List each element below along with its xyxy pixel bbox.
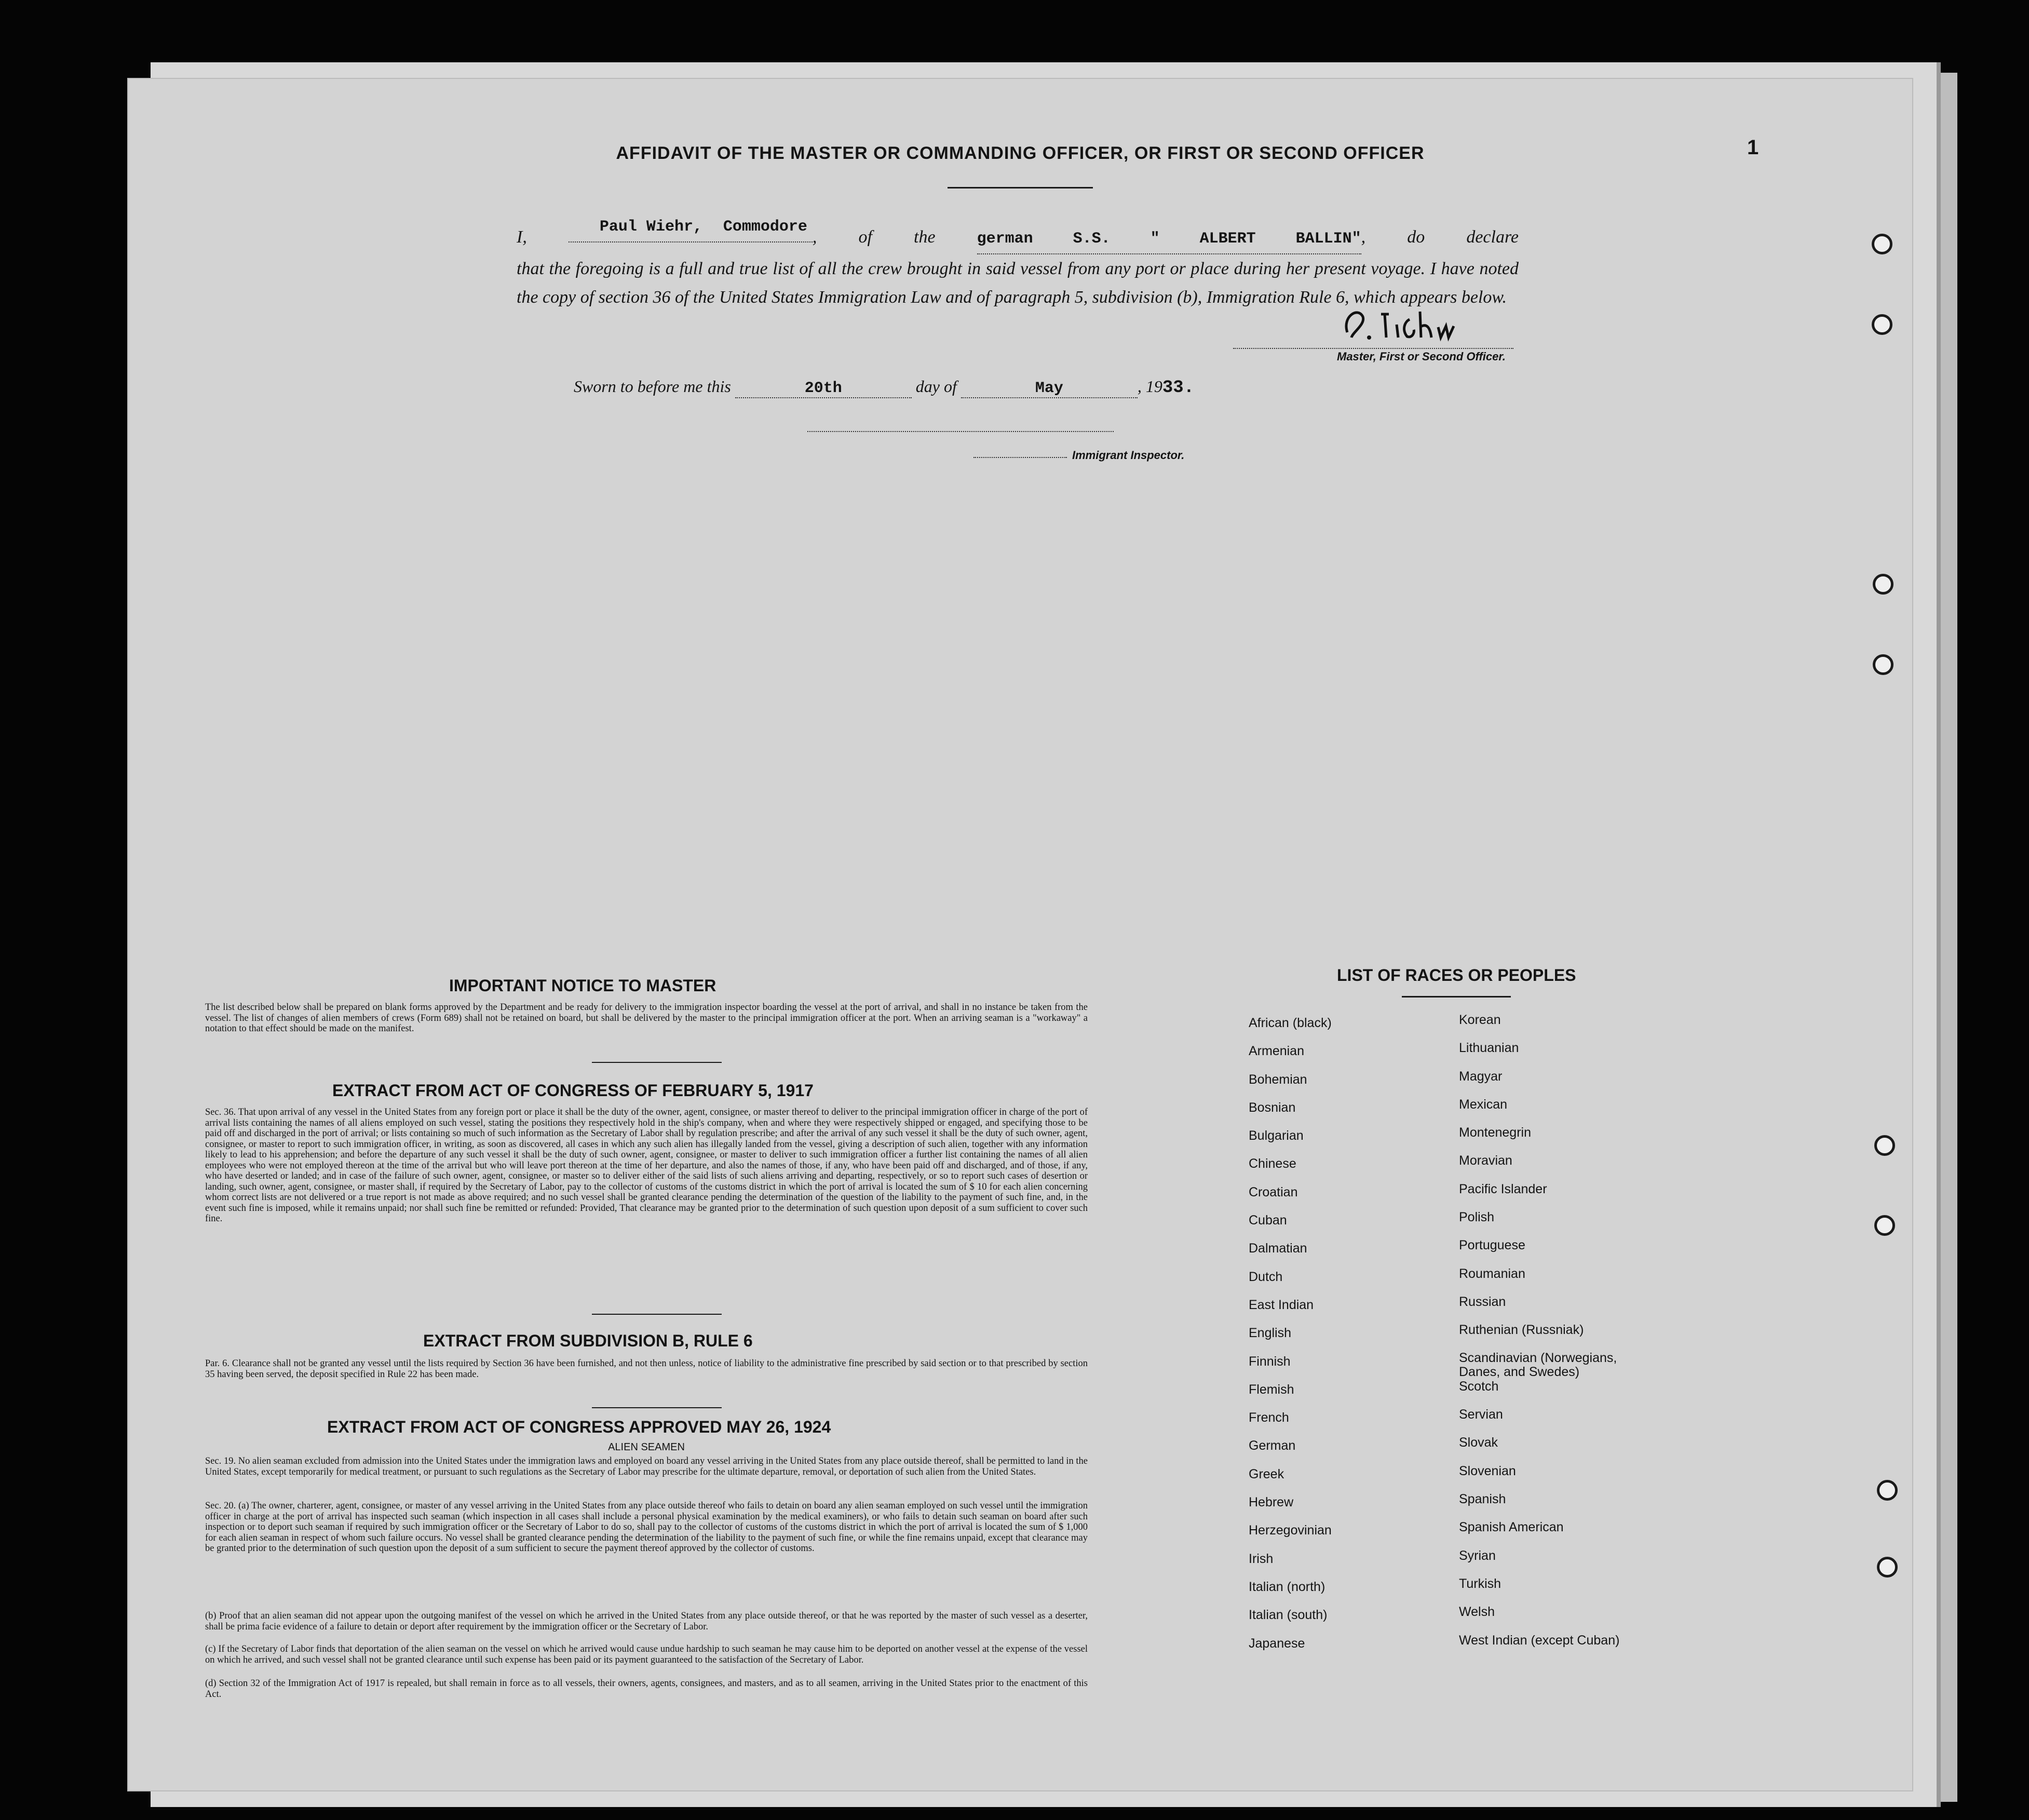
rule6-text: Par. 6. Clearance shall not be granted any vessel until the lists required by Section 36 have been furnished, and not then unless, notice of liability to the administrative fine prescribed by said section or to that prescribed by section 35 having been served, the deposit specified in Rule 22 has been made. xyxy=(205,1358,1088,1380)
extract-1917-rule xyxy=(592,1314,722,1315)
affidavit-of-the: , of the xyxy=(812,227,936,247)
race-item: West Indian (except Cuban) xyxy=(1459,1633,1620,1648)
extract-1924-sec20c: (c) If the Secretary of Labor finds that deportation of the alien seaman on the vessel on which he arrived would cause undue hardship to such seaman he may cause him to be deported on another vessel at the expense of the vessel on which he arrived, and such vessel shall not be granted clearance until such expense has been paid or its payment guaranteed to the satisfaction of the Secretary of Labor. xyxy=(205,1644,1088,1665)
race-item: Irish xyxy=(1249,1551,1274,1566)
race-item: Hebrew xyxy=(1249,1495,1294,1510)
race-item: Roumanian xyxy=(1459,1266,1525,1281)
race-item: Croatian xyxy=(1249,1184,1298,1199)
extract-1924-sec19: Sec. 19. No alien seaman excluded from admission into the United States under the immigration laws and employed on board any vessel arriving in the United States from any place outside thereof, shall be permitted to land in the United States, except temporarily for medical treatment, or pursuant to such regulations as the Secretary of Labor may prescribe for the ultimate departure, removal, or deportation of such alien from the United States. xyxy=(205,1456,1088,1477)
race-item: French xyxy=(1249,1410,1289,1425)
extract-1917-heading: EXTRACT FROM ACT OF CONGRESS OF FEBRUARY 5, 1917 xyxy=(332,1081,814,1100)
extract-1924-sec20b: (b) Proof that an alien seaman did not appear upon the outgoing manifest of the vessel on which he arrived in the United States from any place outside thereof, or that he was reported by the master of such vessel as a deserter, shall be prima facie evidence of a failure to detain or deport after requirement by the immigration officer or the Secretary of Labor. xyxy=(205,1611,1088,1632)
race-item: African (black) xyxy=(1249,1016,1332,1030)
race-item: Pacific Islander xyxy=(1459,1181,1547,1196)
extract-1924-sec20d: (d) Section 32 of the Immigration Act of 1917 is repealed, but shall remain in force as to all vessels, their owners, agents, consignees, and masters, and as to all seamen, arriving in the United States prior to the enactment of this Act. xyxy=(205,1678,1088,1700)
signature-image xyxy=(1337,301,1493,348)
extract-1924-heading: EXTRACT FROM ACT OF CONGRESS APPROVED MAY 26, 1924 xyxy=(327,1418,831,1436)
affidavit-declare: , do declare xyxy=(1361,227,1519,247)
sworn-month: May xyxy=(1035,380,1063,397)
race-item: Syrian xyxy=(1459,1548,1496,1563)
inspector-dots xyxy=(973,457,1067,458)
affidavit-lead: I, xyxy=(517,227,527,247)
affidavit-body: that the foregoing is a full and true list of all the crew brought in said vessel from any port or place during her present voyage. I have noted the copy of section 36 of the United States Immigration Law and of paragraph 5, subdivision (b), Immigration Rule 6, which appears below. xyxy=(517,259,1519,307)
race-item: Finnish xyxy=(1249,1354,1291,1369)
race-item: Polish xyxy=(1459,1210,1495,1225)
race-item: Bosnian xyxy=(1249,1100,1296,1115)
race-item: Scandinavian (Norwegians, Danes, and Swedes) xyxy=(1459,1350,1617,1379)
race-item: Welsh xyxy=(1459,1605,1495,1620)
races-heading: LIST OF RACES OR PEOPLES xyxy=(1337,966,1576,985)
race-item: Bulgarian xyxy=(1249,1128,1304,1143)
race-item: Cuban xyxy=(1249,1213,1287,1228)
affidavit-text xyxy=(517,213,1519,312)
binder-hole xyxy=(1872,234,1892,254)
affidavit-rank: Commodore xyxy=(723,218,807,236)
title-rule xyxy=(948,187,1093,188)
affidavit-name-field xyxy=(569,213,813,242)
sworn-prefix: Sworn to before me this xyxy=(574,377,731,396)
race-item: East Indian xyxy=(1249,1297,1314,1312)
race-item: Lithuanian xyxy=(1459,1041,1519,1056)
race-item: Montenegrin xyxy=(1459,1125,1531,1140)
rule6-rule xyxy=(592,1407,722,1408)
notice-heading: IMPORTANT NOTICE TO MASTER xyxy=(449,976,716,995)
sworn-line xyxy=(574,377,1194,398)
affidavit-vessel: german S.S. " ALBERT BALLIN" xyxy=(977,230,1361,248)
alien-seamen-subheading: ALIEN SEAMEN xyxy=(608,1441,685,1453)
race-item: Magyar xyxy=(1459,1069,1503,1084)
binder-hole xyxy=(1874,1135,1895,1156)
sworn-year: 33. xyxy=(1162,378,1195,398)
affidavit-title: AFFIDAVIT OF THE MASTER OR COMMANDING OFFICER, OR FIRST OR SECOND OFFICER xyxy=(616,143,1425,163)
sworn-day: 20th xyxy=(804,380,842,397)
race-item: Herzegovinian xyxy=(1249,1523,1332,1538)
signature-caption: Master, First or Second Officer. xyxy=(1337,350,1506,363)
race-item: Italian (south) xyxy=(1249,1608,1328,1623)
race-item: Dalmatian xyxy=(1249,1241,1307,1256)
sworn-day-of: day of xyxy=(915,377,957,396)
notice-rule xyxy=(592,1062,722,1063)
races-left-column xyxy=(1249,1016,1332,1664)
race-item: Ruthenian (Russniak) xyxy=(1459,1323,1584,1338)
race-item: English xyxy=(1249,1326,1291,1341)
race-item: Greek xyxy=(1249,1466,1284,1481)
race-item: Scotch xyxy=(1459,1379,1499,1394)
document-page xyxy=(127,78,1913,1791)
race-item: Slovenian xyxy=(1459,1463,1516,1478)
inspector-signature-line xyxy=(807,431,1114,432)
race-item: German xyxy=(1249,1438,1296,1453)
race-item: Italian (north) xyxy=(1249,1579,1325,1594)
sworn-year-prefix: , 19 xyxy=(1137,377,1162,396)
race-item: Turkish xyxy=(1459,1576,1502,1591)
binder-hole xyxy=(1877,1480,1898,1501)
extract-1917-text: Sec. 36. That upon arrival of any vessel in the United States from any foreign port or place it shall be the duty of the owner, agent, consignee, or master thereof to deliver to the principal immigration officer in charge of the port of arrival lists containing the names of all aliens employed on such vessel, stating the positions they respectively hold in the ship's company, when and where they were respectively shipped or engaged, and specifying those to be paid off and discharged in the port of arrival; or lists containing so much of such information as the Secretary of Labor shall by regulation prescribe; and after the arrival of any such vessel it shall be the duty of such owner, agent, consignee, or master to report to such immigration officer, in writing, as soon as discovered, all cases in which any such alien has illegally landed from the vessel, giving a description of such alien, together with any information likely to lead to his apprehension; and before the departure of any such vessel it shall be the duty of such owner, agent, consignee, or master to deliver to such immigration officer a further list containing the names of all alien employees who were not employed thereon at the time of the arrival but who will leave port thereon at the time of her departure, and also the names of those, if any, who have been paid off and discharged, and of those, if any, who have deserted or landed; and in case of the failure of such owner, agent, consignee, or master so to deliver either of the said lists of such aliens arriving and departing, respectively, or so to report such cases of desertion or landing, such owner, agent, consignee, or master shall, if required by the Secretary of Labor, pay to the collector of customs of the customs district in which the port of arrival is located the sum of $ 10 for each alien concerning whom correct lists are not delivered or a true report is not made as above required; and no such vessel shall be granted clearance pending the determination of the question of the liability to the payment of such fine, and, in the event such fine is imposed, while it remains unpaid; nor shall such fine be remitted or refunded: Provided, That clearance may be granted prior to the determination of such question upon deposit of a sum sufficient to cover such fine. xyxy=(205,1107,1088,1224)
binder-hole xyxy=(1873,654,1893,675)
race-item: Slovak xyxy=(1459,1435,1498,1450)
notice-text: The list described below shall be prepared on blank forms approved by the Department and be ready for delivery to the immigration inspector boarding the vessel at the port of arrival, and shall in no instance be taken from the vessel. The list of changes of alien members of crews (Form 689) shall not be retained on board, but shall be delivered by the master to the principal immigration officer at the port. When an arriving seaman is a "workaway" a notation to that effect should be made on the manifest. xyxy=(205,1002,1088,1034)
page-mark: 1 xyxy=(1747,136,1759,159)
signature-line xyxy=(1233,348,1513,349)
binder-hole xyxy=(1873,574,1893,595)
sworn-day-field xyxy=(735,377,912,398)
inspector-caption: Immigrant Inspector. xyxy=(1072,449,1185,462)
binder-hole xyxy=(1874,1215,1895,1236)
rule6-heading: EXTRACT FROM SUBDIVISION B, RULE 6 xyxy=(423,1331,753,1350)
race-item: Moravian xyxy=(1459,1153,1512,1168)
races-rule xyxy=(1402,996,1511,997)
extract-1924-sec20a: Sec. 20. (a) The owner, charterer, agent, consignee, or master of any vessel arriving in the United States from any place outside thereof who fails to detain on board any alien seaman employed on such vessel until the immigration officer in charge at the port of arrival has inspected such seaman (which inspection in all cases shall include a personal physical examination by the medical examiners), or who fails to detain such seaman on board after such inspection or to deport such seaman if required by such immigration officer or the Secretary of Labor to do so, shall pay to the collector of customs of the customs district in which the port of arrival is located the sum of $ 1,000 for each alien seaman in respect of whom such failure occurs. No vessel shall be granted clearance pending the determination of the liability to the payment of such fine, or while the fine remains unpaid, except that clearance may be granted prior to the determination of such question upon the deposit of a sum sufficient to secure the payment thereof approved by the collector of customs. xyxy=(205,1501,1088,1554)
race-item: Russian xyxy=(1459,1294,1506,1309)
race-item: Japanese xyxy=(1249,1636,1305,1651)
race-item: Chinese xyxy=(1249,1156,1296,1171)
race-item: Servian xyxy=(1459,1407,1503,1422)
race-item: Spanish American xyxy=(1459,1520,1564,1535)
race-item: Armenian xyxy=(1249,1044,1304,1059)
affidavit-name: Paul Wiehr, xyxy=(599,218,702,236)
races-right-column xyxy=(1459,1013,1646,1661)
race-item: Bohemian xyxy=(1249,1072,1307,1087)
binder-hole xyxy=(1877,1557,1898,1578)
race-item: Portuguese xyxy=(1459,1238,1525,1253)
race-item: Flemish xyxy=(1249,1382,1294,1397)
race-item: Spanish xyxy=(1459,1492,1506,1507)
race-item: Mexican xyxy=(1459,1097,1508,1112)
sworn-month-field xyxy=(961,377,1138,398)
binder-hole xyxy=(1872,314,1892,335)
affidavit-vessel-field xyxy=(977,223,1361,254)
race-item: Korean xyxy=(1459,1013,1501,1027)
race-item: Dutch xyxy=(1249,1269,1283,1284)
